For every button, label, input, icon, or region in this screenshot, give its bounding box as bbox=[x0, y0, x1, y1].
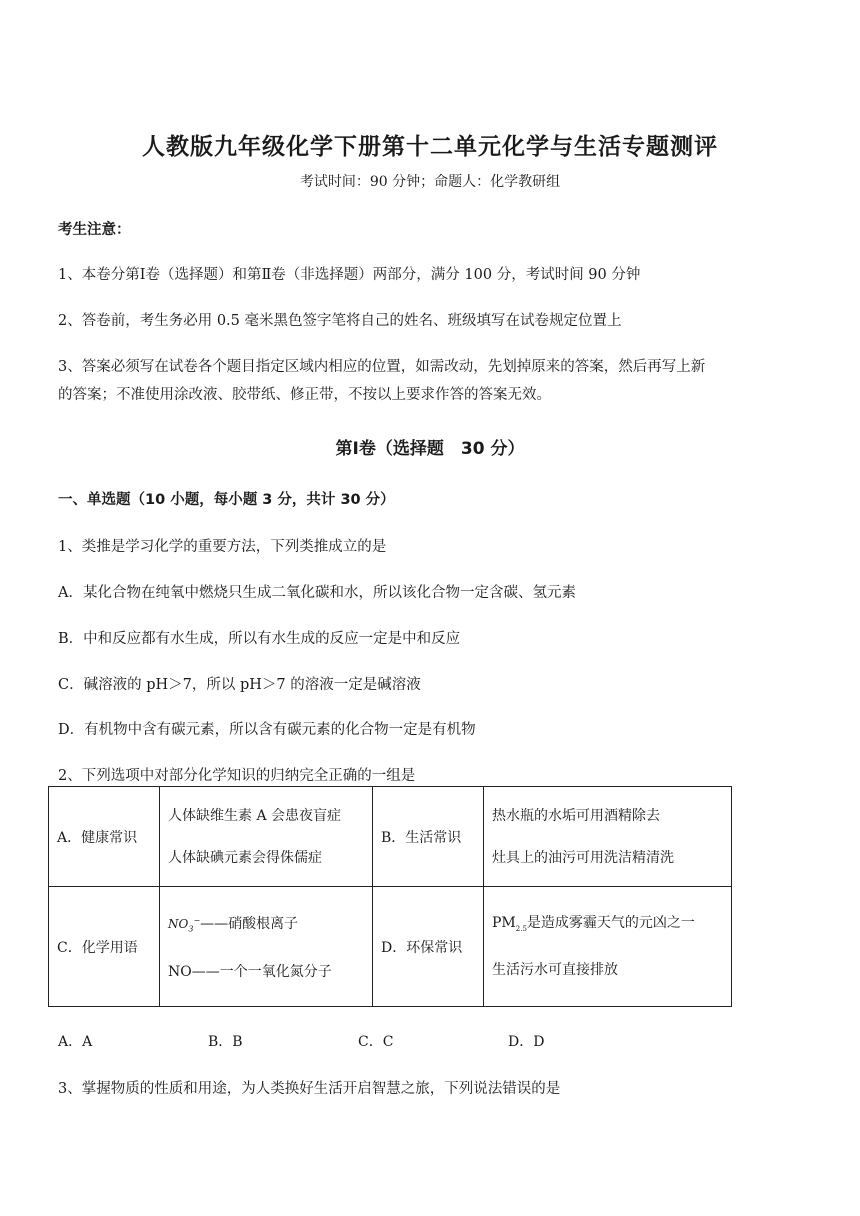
table-cell-b-content bbox=[484, 787, 732, 887]
nitrate-formula: $NO_3^-$ bbox=[168, 916, 201, 934]
table-row bbox=[49, 787, 732, 887]
table-cell-a-label: A．健康常识 bbox=[49, 787, 160, 887]
answer-option-c: C．C bbox=[358, 1034, 394, 1050]
answer-option-a: A．A bbox=[58, 1034, 93, 1050]
section-title: 第Ⅰ卷（选择题 30 分） bbox=[335, 439, 525, 459]
notice-item-continued: 的答案；不准使用涂改液、胶带纸、修正带，不按以上要求作答的答案无效。 bbox=[58, 387, 551, 403]
question-1-option-d: D．有机物中含有碳元素，所以含有碳元素的化合物一定是有机物 bbox=[58, 722, 476, 738]
question-1-option-c: C．碱溶液的 pH＞7，所以 pH＞7 的溶液一定是碱溶液 bbox=[58, 677, 421, 693]
table-cell-line: 人体缺维生素 A 会患夜盲症 bbox=[168, 807, 342, 824]
table-cell-c-label: C．化学用语 bbox=[49, 887, 160, 1007]
question-1-option-a: A．某化合物在纯氧中燃烧只生成二氧化碳和水，所以该化合物一定含碳、氢元素 bbox=[58, 585, 576, 601]
table-cell-line: NO——一个一氧化氮分子 bbox=[168, 963, 332, 980]
table-cell-line: $NO_3^-——$硝酸根离子 bbox=[168, 916, 299, 934]
notice-item: 2、答卷前，考生务必用 0.5 毫米黑色签字笔将自己的姓名、班级填写在试卷规定位置上 bbox=[58, 313, 622, 329]
answer-option-d: D．D bbox=[508, 1034, 545, 1050]
table-cell-line: 生活污水可直接排放 bbox=[492, 962, 618, 979]
notice-heading: 考生注意： bbox=[58, 222, 131, 238]
exam-info: 考试时间：90 分钟；命题人：化学教研组 bbox=[299, 174, 561, 190]
question-1-stem: 1、类推是学习化学的重要方法，下列类推成立的是 bbox=[58, 539, 387, 555]
notice-item: 3、答案必须写在试卷各个题目指定区域内相应的位置，如需改动，先划掉原来的答案，然后再写上新 bbox=[58, 359, 706, 375]
table-cell-line: 热水瓶的水垢可用酒精除去 bbox=[492, 807, 660, 824]
table-cell-line: $PM_{2.5}$是造成雾霾天气的元凶之一 bbox=[492, 914, 695, 933]
table-cell-d-content bbox=[484, 887, 732, 1007]
question-2-stem: 2、下列选项中对部分化学知识的归纳完全正确的一组是 bbox=[58, 768, 416, 784]
question-2-table bbox=[48, 786, 732, 1007]
table-cell-d-label: D．环保常识 bbox=[373, 887, 484, 1007]
question-1-option-b: B．中和反应都有水生成，所以有水生成的反应一定是中和反应 bbox=[58, 631, 461, 647]
notice-item: 1、本卷分第Ⅰ卷（选择题）和第Ⅱ卷（非选择题）两部分，满分 100 分，考试时间 90 分钟 bbox=[58, 267, 641, 283]
table-cell-b-label: B．生活常识 bbox=[373, 787, 484, 887]
table-cell-line: 灶具上的油污可用洗洁精清洗 bbox=[492, 849, 674, 866]
answer-option-b: B．B bbox=[208, 1034, 243, 1050]
question-3-stem: 3、掌握物质的性质和用途，为人类换好生活开启智慧之旅，下列说法错误的是 bbox=[58, 1081, 561, 1097]
table-row bbox=[49, 887, 732, 1007]
table-cell-a-content bbox=[160, 787, 373, 887]
part-heading: 一、单选题（10 小题，每小题 3 分，共计 30 分） bbox=[58, 492, 395, 508]
pm25-formula: $PM_{2.5}$ bbox=[492, 914, 527, 933]
table-cell-c-content bbox=[160, 887, 373, 1007]
page-title: 人教版九年级化学下册第十二单元化学与生活专题测评 bbox=[142, 134, 718, 160]
table-cell-line: 人体缺碘元素会得侏儒症 bbox=[168, 849, 322, 866]
